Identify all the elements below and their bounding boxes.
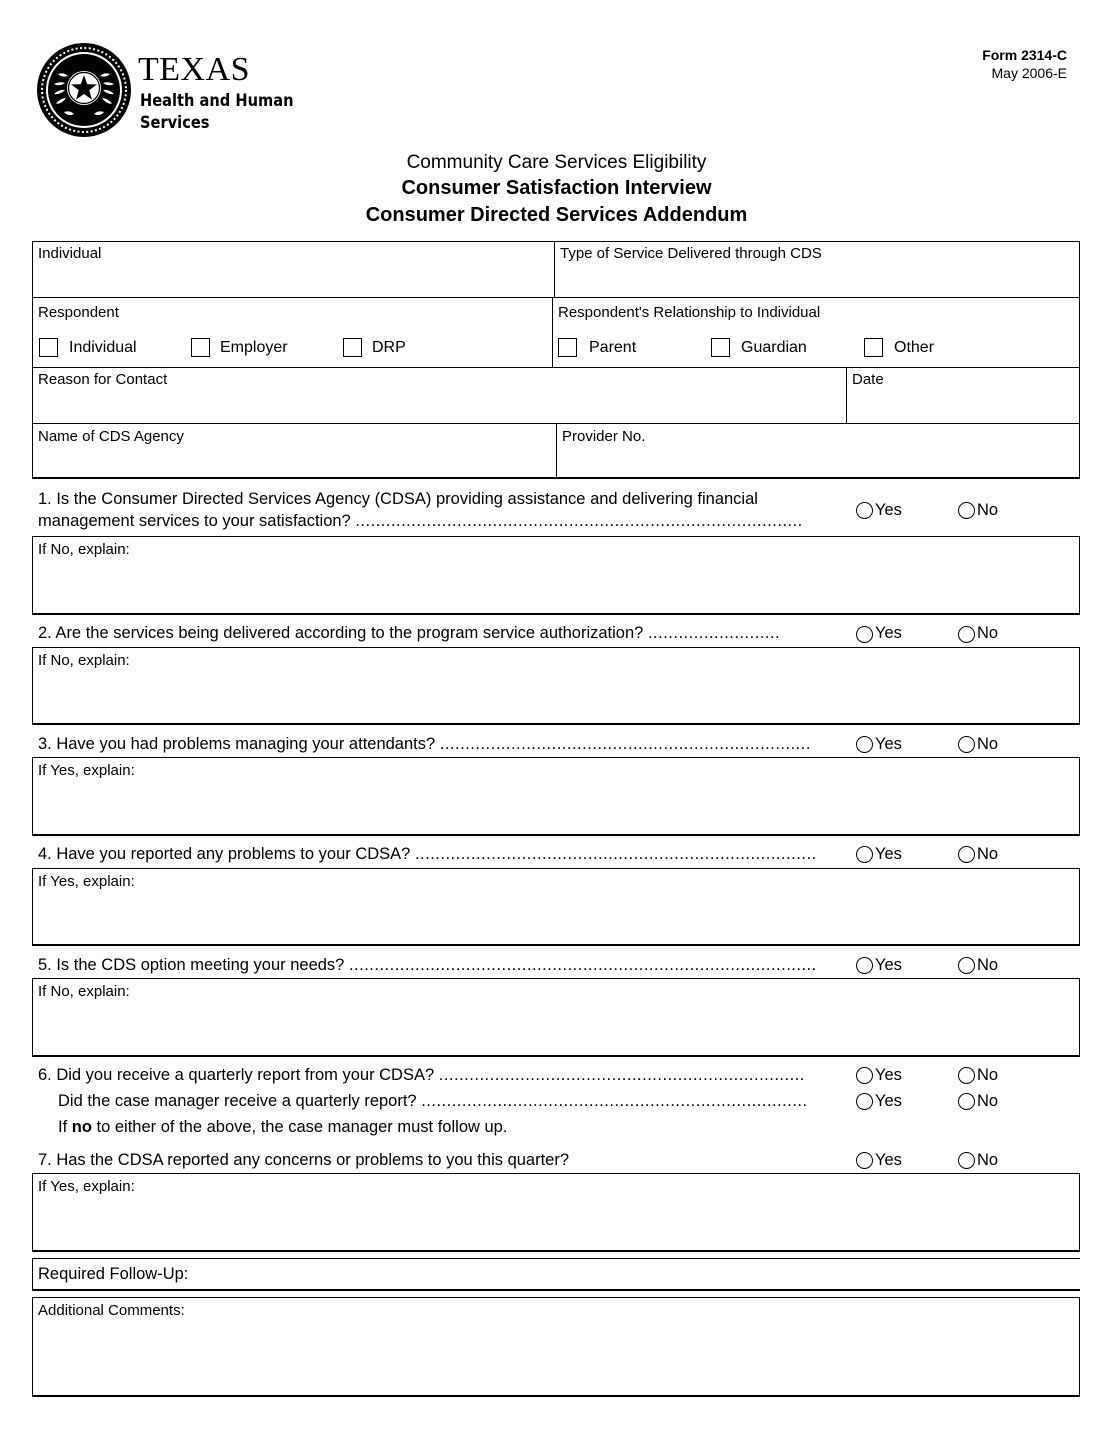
question-2-yes-label: Yes xyxy=(875,624,902,642)
question-5-explain-field[interactable] xyxy=(33,979,1083,1059)
question-4-yes-label: Yes xyxy=(875,845,902,863)
question-6b-text: Did the case manager receive a quarterly report? xyxy=(58,1092,417,1110)
question-4-yes-radio[interactable] xyxy=(856,846,873,863)
question-1-no-label: No xyxy=(977,501,999,519)
question-4-explain-box[interactable] xyxy=(32,868,1080,946)
question-2-text: 2. Are the services being delivered according to the program service authorization? xyxy=(38,624,644,642)
respondent-label: Respondent xyxy=(38,304,119,321)
question-2-explain-box[interactable] xyxy=(32,647,1080,725)
leader-dots: ......................................................................... xyxy=(439,735,811,753)
type-of-service-field[interactable] xyxy=(560,266,1078,294)
respondent-employer-label: Employer xyxy=(220,339,288,356)
date-label: Date xyxy=(852,371,884,388)
question-7 xyxy=(38,1149,569,1171)
provider-no-field[interactable] xyxy=(562,449,1078,475)
question-6a xyxy=(38,1064,805,1086)
question-3 xyxy=(38,733,811,755)
question-1-explain-field[interactable] xyxy=(33,537,1083,617)
note-emphasis: no xyxy=(71,1118,92,1136)
reason-for-contact-field[interactable] xyxy=(38,392,844,420)
question-7-explain-field[interactable] xyxy=(33,1174,1083,1254)
question-5-yes-radio[interactable] xyxy=(856,957,873,974)
additional-comments-label: Additional Comments: xyxy=(38,1302,185,1319)
reason-for-contact-label: Reason for Contact xyxy=(38,371,168,388)
question-6b xyxy=(58,1090,808,1112)
relationship-other-label: Other xyxy=(894,339,935,356)
question-7-explain-box[interactable] xyxy=(32,1173,1080,1252)
respondent-individual-label: Individual xyxy=(69,339,137,356)
question-1-explain-box[interactable] xyxy=(32,536,1080,615)
divider xyxy=(552,297,553,367)
additional-comments-field[interactable] xyxy=(33,1298,1083,1399)
note-text: If xyxy=(58,1118,72,1136)
logo-texas-text: TEXAS xyxy=(138,51,251,88)
question-1-text: management services to your satisfaction? xyxy=(38,512,351,530)
additional-comments-box[interactable] xyxy=(32,1297,1080,1397)
logo-agency-name xyxy=(140,90,293,134)
question-2-explain-field[interactable] xyxy=(33,648,1083,727)
form-identifier xyxy=(982,46,1067,82)
question-4-text: 4. Have you reported any problems to your CDSA? xyxy=(38,845,411,863)
divider xyxy=(1079,241,1080,479)
question-5 xyxy=(38,954,817,976)
form-program-title: Community Care Services Eligibility xyxy=(406,152,707,173)
divider xyxy=(556,423,557,478)
form-title-block xyxy=(0,151,1113,229)
cds-agency-field[interactable] xyxy=(38,449,554,475)
question-2 xyxy=(38,622,780,644)
question-1-explain-label: If No, explain: xyxy=(38,541,130,558)
relationship-guardian-label: Guardian xyxy=(741,339,807,356)
form-date: May 2006-E xyxy=(991,65,1067,81)
question-1-line1: 1. Is the Consumer Directed Services Agency (CDSA) providing assistance and delivering financial xyxy=(38,490,758,508)
question-4-explain-field[interactable] xyxy=(33,869,1083,948)
respondent-individual-checkbox[interactable] xyxy=(39,338,58,357)
divider xyxy=(32,241,1080,242)
type-of-service-label: Type of Service Delivered through CDS xyxy=(560,245,822,262)
form-subtitle: Consumer Directed Services Addendum xyxy=(365,204,748,226)
relationship-other-checkbox[interactable] xyxy=(864,338,883,357)
respondent-employer-checkbox[interactable] xyxy=(191,338,210,357)
question-3-explain-box[interactable] xyxy=(32,757,1080,836)
date-field[interactable] xyxy=(852,392,1078,420)
question-5-text: 5. Is the CDS option meeting your needs? xyxy=(38,956,345,974)
required-follow-up-label: Required Follow-Up: xyxy=(38,1265,189,1283)
question-6b-no-label: No xyxy=(977,1092,999,1110)
question-3-no-label: No xyxy=(977,735,999,753)
question-7-yes-radio[interactable] xyxy=(856,1152,873,1169)
question-3-yes-label: Yes xyxy=(875,735,902,753)
question-7-yes-label: Yes xyxy=(875,1151,902,1169)
divider xyxy=(846,367,847,423)
question-3-yes-radio[interactable] xyxy=(856,736,873,753)
question-7-no-radio[interactable] xyxy=(958,1152,975,1169)
question-1-no-radio[interactable] xyxy=(958,502,975,519)
leader-dots: ............................................................................... xyxy=(414,845,817,863)
question-6a-no-radio[interactable] xyxy=(958,1067,975,1084)
required-follow-up-field[interactable] xyxy=(213,1263,1077,1289)
leader-dots: .......................... xyxy=(647,624,781,642)
question-2-yes-radio[interactable] xyxy=(856,626,873,643)
question-6a-yes-label: Yes xyxy=(875,1066,902,1084)
provider-no-label: Provider No. xyxy=(562,428,646,445)
question-4-no-radio[interactable] xyxy=(958,846,975,863)
question-4 xyxy=(38,843,817,865)
divider xyxy=(32,367,1080,368)
respondent-drp-checkbox[interactable] xyxy=(343,338,362,357)
question-6b-yes-label: Yes xyxy=(875,1092,902,1110)
question-7-explain-label: If Yes, explain: xyxy=(38,1178,135,1195)
leader-dots: ............................................................................................ xyxy=(348,956,817,974)
question-1-yes-label: Yes xyxy=(875,501,902,519)
question-6a-no-label: No xyxy=(977,1066,999,1084)
leader-dots: ............................................................................ xyxy=(421,1092,808,1110)
relationship-parent-label: Parent xyxy=(589,339,637,356)
question-6-note xyxy=(58,1116,507,1138)
logo-agency-line2: Services xyxy=(140,113,210,133)
question-6a-text: 6. Did you receive a quarterly report from your CDSA? xyxy=(38,1066,435,1084)
individual-field[interactable] xyxy=(38,266,552,294)
question-5-explain-label: If No, explain: xyxy=(38,983,130,1000)
question-3-explain-label: If Yes, explain: xyxy=(38,762,135,779)
note-text: to either of the above, the case manager must follow up. xyxy=(91,1118,508,1136)
question-5-yes-label: Yes xyxy=(875,956,902,974)
question-2-no-radio[interactable] xyxy=(958,626,975,643)
leader-dots: ........................................................................................ xyxy=(355,512,803,530)
question-7-text: 7. Has the CDSA reported any concerns or problems to you this quarter? xyxy=(38,1151,570,1169)
required-follow-up-box[interactable] xyxy=(32,1258,1080,1291)
texas-star-seal-icon xyxy=(36,42,132,138)
respondent-drp-label: DRP xyxy=(372,339,406,356)
relationship-guardian-checkbox[interactable] xyxy=(711,338,730,357)
individual-label: Individual xyxy=(38,245,102,262)
form-number: Form 2314-C xyxy=(982,47,1067,63)
question-1-yes-radio[interactable] xyxy=(856,502,873,519)
question-5-explain-box[interactable] xyxy=(32,978,1080,1057)
leader-dots: ........................................................................ xyxy=(438,1066,805,1084)
question-3-explain-field[interactable] xyxy=(33,758,1083,838)
question-4-no-label: No xyxy=(977,845,999,863)
question-3-text: 3. Have you had problems managing your attendants? xyxy=(38,735,436,753)
divider xyxy=(554,241,555,297)
relationship-parent-checkbox[interactable] xyxy=(558,338,577,357)
cds-agency-label: Name of CDS Agency xyxy=(38,428,184,445)
form-title: Consumer Satisfaction Interview xyxy=(401,177,712,199)
relationship-label: Respondent's Relationship to Individual xyxy=(558,304,821,321)
logo-agency-line1: Health and Human xyxy=(140,91,294,111)
question-7-no-label: No xyxy=(977,1151,999,1169)
question-2-no-label: No xyxy=(977,624,999,642)
divider xyxy=(32,297,1080,298)
question-6b-no-radio[interactable] xyxy=(958,1093,975,1110)
question-2-explain-label: If No, explain: xyxy=(38,652,130,669)
question-5-no-label: No xyxy=(977,956,999,974)
question-3-no-radio[interactable] xyxy=(958,736,975,753)
divider xyxy=(32,241,33,479)
question-1-line2 xyxy=(38,510,803,532)
question-6b-yes-radio[interactable] xyxy=(856,1093,873,1110)
question-4-explain-label: If Yes, explain: xyxy=(38,873,135,890)
question-6a-yes-radio[interactable] xyxy=(856,1067,873,1084)
question-5-no-radio[interactable] xyxy=(958,957,975,974)
